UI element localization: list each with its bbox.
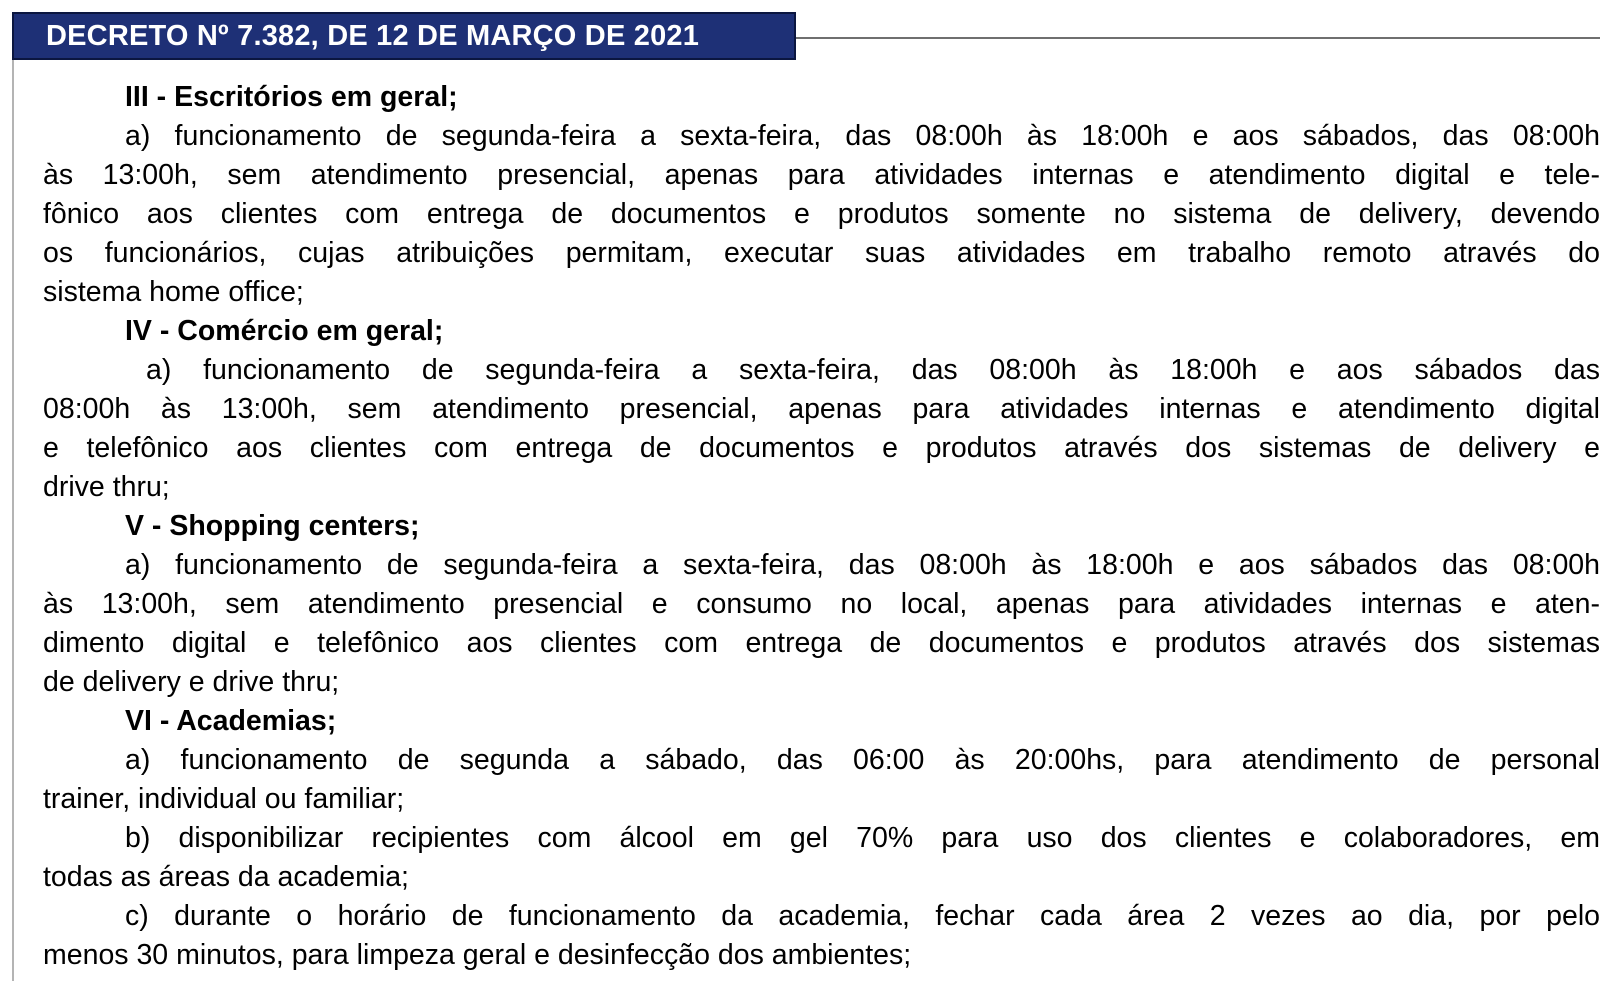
decree-body <box>43 78 1600 975</box>
paragraph-line: os funcionários, cujas atribuições permitam, executar suas atividades em trabalho remoto através do <box>43 237 1600 269</box>
paragraph-line: dimento digital e telefônico aos clientes com entrega de documentos e produtos através dos sistemas <box>43 627 1600 659</box>
paragraph-line: a) funcionamento de segunda-feira a sexta-feira, das 08:00h às 18:00h e aos sábados, das 08:00h <box>125 120 1600 152</box>
paragraph-line: de delivery e drive thru; <box>43 666 340 698</box>
paragraph-line: todas as áreas da academia; <box>43 861 409 893</box>
paragraph-line: 08:00h às 13:00h, sem atendimento presencial, apenas para atividades internas e atendimento digital <box>43 393 1600 425</box>
paragraph-line: trainer, individual ou familiar; <box>43 783 405 815</box>
header-divider <box>796 37 1600 39</box>
section-heading-vi: VI - Academias; <box>125 705 337 737</box>
section-heading-iii: III - Escritórios em geral; <box>125 81 458 113</box>
left-border <box>12 60 14 981</box>
decree-title: DECRETO Nº 7.382, DE 12 DE MARÇO DE 2021 <box>46 19 700 52</box>
paragraph-line: b) disponibilizar recipientes com álcool em gel 70% para uso dos clientes e colaboradores, em <box>125 822 1600 854</box>
paragraph-line: sistema home office; <box>43 276 304 308</box>
paragraph-line: a) funcionamento de segunda a sábado, das 06:00 às 20:00hs, para atendimento de personal <box>125 744 1600 776</box>
section-heading-iv: IV - Comércio em geral; <box>125 315 444 347</box>
paragraph-line: drive thru; <box>43 471 170 503</box>
paragraph-line: a) funcionamento de segunda-feira a sexta-feira, das 08:00h às 18:00h e aos sábados das <box>146 354 1600 386</box>
paragraph-line: menos 30 minutos, para limpeza geral e desinfecção dos ambientes; <box>43 939 912 971</box>
paragraph-line: às 13:00h, sem atendimento presencial e consumo no local, apenas para atividades internas e aten- <box>43 588 1600 620</box>
decree-header-bar <box>12 12 796 60</box>
paragraph-line: fônico aos clientes com entrega de documentos e produtos somente no sistema de delivery, devendo <box>43 198 1600 230</box>
section-heading-v: V - Shopping centers; <box>125 510 420 542</box>
paragraph-line: às 13:00h, sem atendimento presencial, apenas para atividades internas e atendimento digital e tele- <box>43 159 1600 191</box>
paragraph-line: e telefônico aos clientes com entrega de documentos e produtos através dos sistemas de delivery e <box>43 432 1600 464</box>
paragraph-line: c) durante o horário de funcionamento da academia, fechar cada área 2 vezes ao dia, por pelo <box>125 900 1600 932</box>
paragraph-line: a) funcionamento de segunda-feira a sexta-feira, das 08:00h às 18:00h e aos sábados das 08:00h <box>125 549 1600 581</box>
